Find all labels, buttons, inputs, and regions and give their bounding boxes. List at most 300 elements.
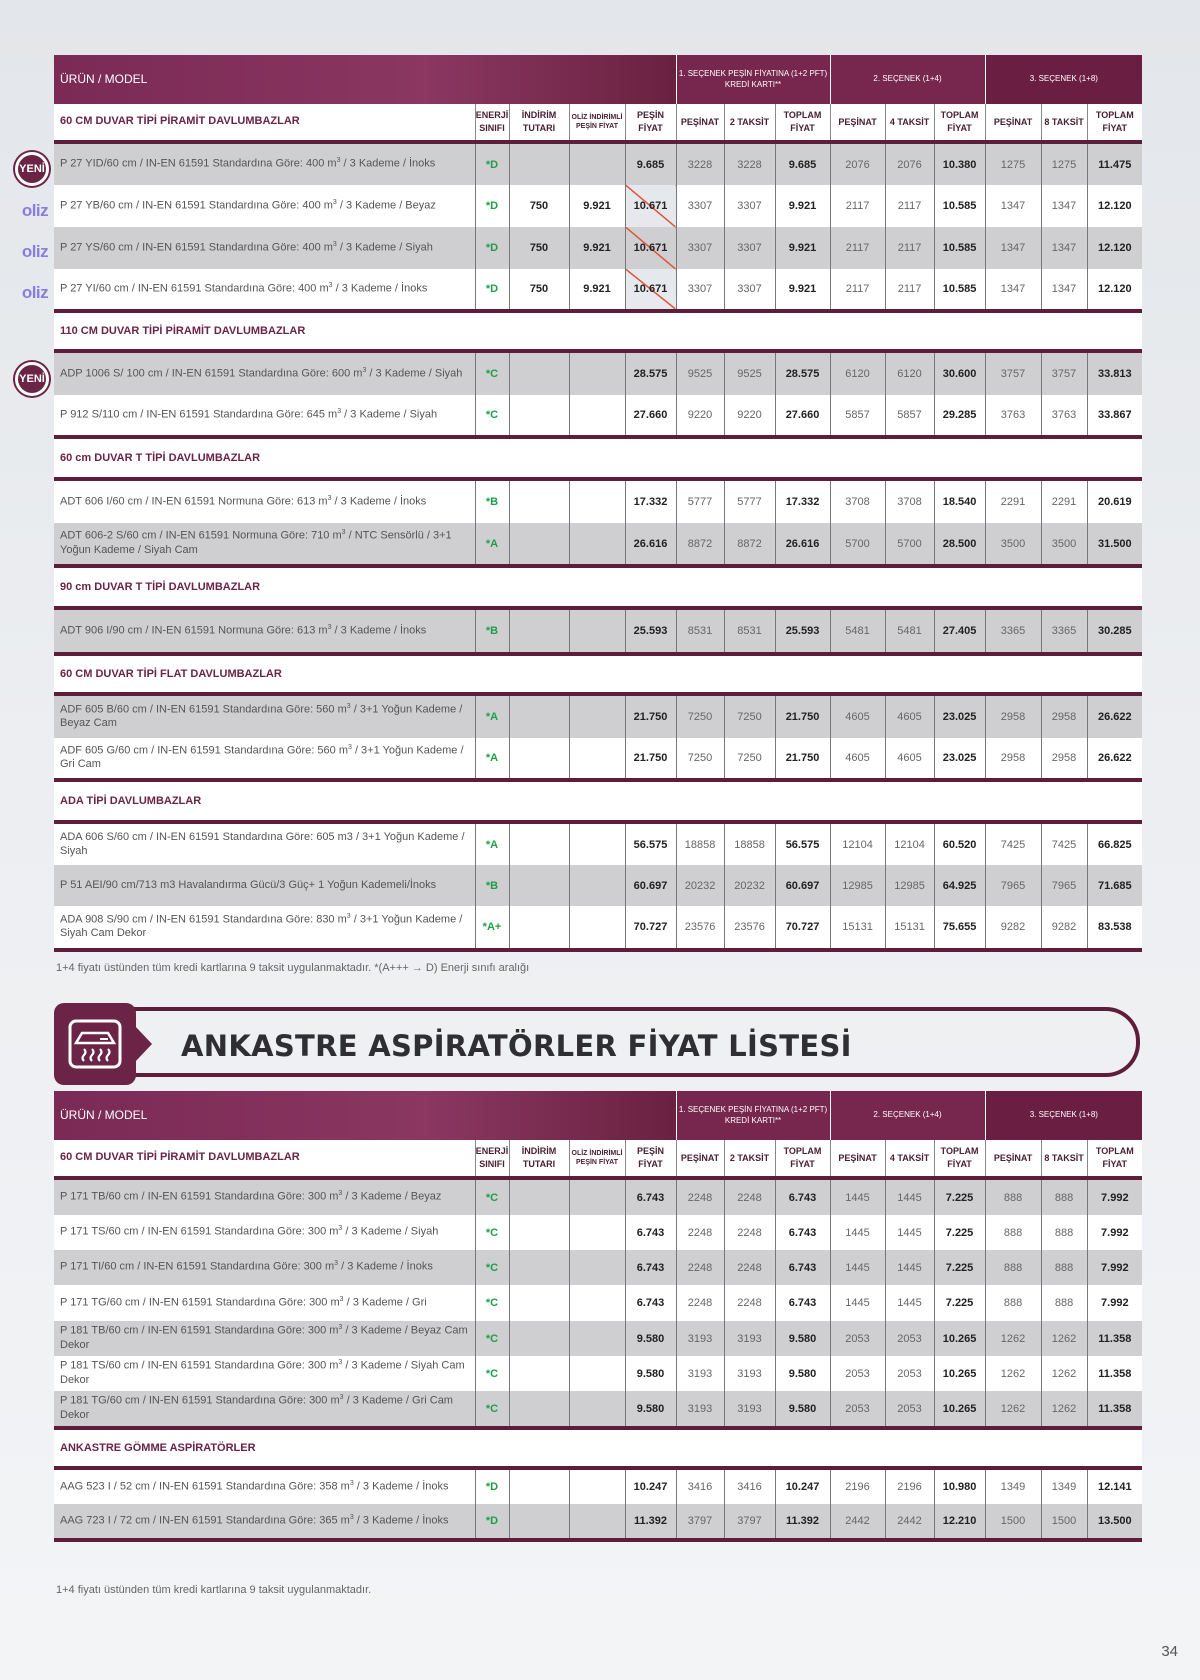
downpayment-opt1: 3193 bbox=[676, 1356, 724, 1391]
product-name: ADA 908 S/90 cm / IN-EN 61591 Standardına Göre: 830 $m^3 / 3+1$ Yoğun Kademe / Siyah Cam Dekor bbox=[54, 906, 475, 950]
downpayment-opt3: 1500 bbox=[985, 1504, 1041, 1540]
installment-opt3: 9282 bbox=[1041, 906, 1087, 950]
model-header: ÜRÜN / MODEL bbox=[54, 1091, 676, 1140]
installment-opt2: 2053 bbox=[885, 1391, 934, 1428]
oliz-price bbox=[569, 523, 625, 566]
downpayment-opt2: 5481 bbox=[830, 608, 885, 654]
downpayment-opt3: 1262 bbox=[985, 1356, 1041, 1391]
installment-opt2: 1445 bbox=[885, 1215, 934, 1250]
oliz-price bbox=[569, 1468, 625, 1504]
energy-class: *C bbox=[475, 351, 509, 395]
discount-amount bbox=[509, 1504, 569, 1540]
table-row bbox=[54, 1250, 1142, 1285]
downpayment-opt1: 8872 bbox=[676, 523, 724, 566]
energy-class: *C bbox=[475, 395, 509, 437]
downpayment-opt3: 2291 bbox=[985, 479, 1041, 523]
cash-price: 25.593 bbox=[625, 608, 676, 654]
cash-price: 6.743 bbox=[625, 1285, 676, 1321]
table-row bbox=[54, 227, 1142, 269]
total-opt2: 27.405 bbox=[934, 608, 985, 654]
total-opt2: 30.600 bbox=[934, 351, 985, 395]
option1-header: 1. SEÇENEK PEŞİN FİYATINA (1+2 PFT) KREDİ KARTI** bbox=[676, 55, 830, 104]
installment-opt3: 7425 bbox=[1041, 822, 1087, 865]
downpayment-header: PEŞİNAT bbox=[830, 104, 885, 142]
installment-opt3: 888 bbox=[1041, 1178, 1087, 1215]
energy-class-header: ENERJİ SINIFI bbox=[475, 104, 509, 142]
downpayment-opt2: 2053 bbox=[830, 1356, 885, 1391]
total-opt1: 9.921 bbox=[775, 227, 830, 269]
installment-opt3: 2958 bbox=[1041, 694, 1087, 738]
downpayment-opt3: 1347 bbox=[985, 227, 1041, 269]
discount-amount bbox=[509, 608, 569, 654]
installment-opt2: 12104 bbox=[885, 822, 934, 865]
section-title: 60 cm DUVAR T TİPİ DAVLUMBAZLAR bbox=[54, 437, 1142, 479]
total-opt2: 60.520 bbox=[934, 822, 985, 865]
installment-opt2: 2117 bbox=[885, 269, 934, 311]
total-opt1: 56.575 bbox=[775, 822, 830, 865]
downpayment-opt2: 2053 bbox=[830, 1321, 885, 1356]
product-name: P 51 AEI/90 cm/713 m3 Havalandırma Gücü/3 Güç+ 1 Yoğun Kademeli/İnoks bbox=[54, 865, 475, 906]
discount-header: İNDİRİM TUTARI bbox=[509, 1140, 569, 1178]
total-opt3: 26.622 bbox=[1087, 738, 1142, 780]
energy-class: *C bbox=[475, 1321, 509, 1356]
energy-class: *C bbox=[475, 1356, 509, 1391]
downpayment-opt3: 2958 bbox=[985, 738, 1041, 780]
total-opt3: 12.120 bbox=[1087, 185, 1142, 227]
total-opt3: 7.992 bbox=[1087, 1215, 1142, 1250]
product-name: ADP 1006 S/ 100 cm / IN-EN 61591 Standardına Göre: 600 $m^3 / 3$ Kademe / Siyah bbox=[54, 351, 475, 395]
discount-amount bbox=[509, 523, 569, 566]
installment-opt2: 1445 bbox=[885, 1250, 934, 1285]
cash-price: 10.247 bbox=[625, 1468, 676, 1504]
downpayment-opt2: 6120 bbox=[830, 351, 885, 395]
downpayment-opt3: 3763 bbox=[985, 395, 1041, 437]
total-opt1: 70.727 bbox=[775, 906, 830, 950]
installment-header: 4 TAKSİT bbox=[885, 1140, 934, 1178]
total-price-header: TOPLAM FİYAT bbox=[1087, 104, 1142, 142]
oliz-price bbox=[569, 608, 625, 654]
installment-opt1: 2248 bbox=[724, 1178, 775, 1215]
downpayment-opt3: 3757 bbox=[985, 351, 1041, 395]
installment-opt3: 1349 bbox=[1041, 1468, 1087, 1504]
installment-opt3: 1262 bbox=[1041, 1356, 1087, 1391]
option2-header: 2. SEÇENEK (1+4) bbox=[830, 1091, 985, 1140]
total-opt3: 66.825 bbox=[1087, 822, 1142, 865]
installment-opt3: 3763 bbox=[1041, 395, 1087, 437]
total-opt3: 12.141 bbox=[1087, 1468, 1142, 1504]
downpayment-opt2: 2117 bbox=[830, 185, 885, 227]
cash-price: 9.580 bbox=[625, 1356, 676, 1391]
installment-opt1: 2248 bbox=[724, 1285, 775, 1321]
discount-amount bbox=[509, 1215, 569, 1250]
installment-opt2: 3708 bbox=[885, 479, 934, 523]
energy-class: *D bbox=[475, 1468, 509, 1504]
product-name: AAG 523 I / 52 cm / IN-EN 61591 Standardına Göre: 358 $m^3 / 3$ Kademe / İnoks bbox=[54, 1468, 475, 1504]
total-opt1: 21.750 bbox=[775, 738, 830, 780]
installment-opt3: 2958 bbox=[1041, 738, 1087, 780]
cash-price: 27.660 bbox=[625, 395, 676, 437]
table-row bbox=[54, 1504, 1142, 1540]
section-title: ANKASTRE GÖMME ASPİRATÖRLER bbox=[54, 1428, 1142, 1468]
energy-class: *A bbox=[475, 523, 509, 566]
product-name: ADF 605 B/60 cm / IN-EN 61591 Standardına Göre: 560 $m^3 / 3+1$ Yoğun Kademe / Beyaz Cam bbox=[54, 694, 475, 738]
table-row bbox=[54, 479, 1142, 523]
downpayment-header: PEŞİNAT bbox=[985, 104, 1041, 142]
cash-price: 26.616 bbox=[625, 523, 676, 566]
energy-class: *C bbox=[475, 1215, 509, 1250]
total-opt2: 28.500 bbox=[934, 523, 985, 566]
product-name: ADT 906 I/90 cm / IN-EN 61591 Normuna Göre: 613 $m^3 / 3$ Kademe / İnoks bbox=[54, 608, 475, 654]
product-name: P 171 TS/60 cm / IN-EN 61591 Standardına Göre: 300 $m^3 / 3$ Kademe / Siyah bbox=[54, 1215, 475, 1250]
total-price-header: TOPLAM FİYAT bbox=[775, 1140, 830, 1178]
total-opt1: 25.593 bbox=[775, 608, 830, 654]
section-banner bbox=[54, 1003, 1146, 1085]
oliz-price bbox=[569, 395, 625, 437]
installment-opt2: 5857 bbox=[885, 395, 934, 437]
downpayment-opt3: 1349 bbox=[985, 1468, 1041, 1504]
discount-amount bbox=[509, 865, 569, 906]
product-name: P 171 TI/60 cm / IN-EN 61591 Standardına Göre: 300 $m^3 / 3$ Kademe / İnoks bbox=[54, 1250, 475, 1285]
total-opt1: 27.660 bbox=[775, 395, 830, 437]
cash-price: 9.685 bbox=[625, 142, 676, 185]
total-opt3: 26.622 bbox=[1087, 694, 1142, 738]
oliz-price bbox=[569, 822, 625, 865]
installment-opt1: 5777 bbox=[724, 479, 775, 523]
installment-opt1: 3797 bbox=[724, 1504, 775, 1540]
cash-price: 6.743 bbox=[625, 1250, 676, 1285]
discount-amount bbox=[509, 1321, 569, 1356]
installment-opt2: 4605 bbox=[885, 738, 934, 780]
installment-header: 2 TAKSİT bbox=[724, 1140, 775, 1178]
discount-amount bbox=[509, 351, 569, 395]
section-row bbox=[54, 311, 1142, 351]
cash-price: 28.575 bbox=[625, 351, 676, 395]
discount-amount bbox=[509, 395, 569, 437]
installment-opt2: 5481 bbox=[885, 608, 934, 654]
downpayment-header: PEŞİNAT bbox=[676, 104, 724, 142]
product-name: P 27 YID/60 cm / IN-EN 61591 Standardına Göre: 400 $m^3 / 3$ Kademe / İnoks bbox=[54, 142, 475, 185]
table-row bbox=[54, 269, 1142, 311]
discount-header: İNDİRİM TUTARI bbox=[509, 104, 569, 142]
table-row bbox=[54, 142, 1142, 185]
downpayment-opt3: 888 bbox=[985, 1178, 1041, 1215]
total-opt3: 11.358 bbox=[1087, 1321, 1142, 1356]
downpayment-opt1: 9220 bbox=[676, 395, 724, 437]
installment-opt2: 6120 bbox=[885, 351, 934, 395]
product-name: P 27 YB/60 cm / IN-EN 61591 Standardına Göre: 400 $m^3 / 3$ Kademe / Beyaz bbox=[54, 185, 475, 227]
table-row bbox=[54, 1215, 1142, 1250]
oliz-price bbox=[569, 738, 625, 780]
installment-opt3: 888 bbox=[1041, 1250, 1087, 1285]
installment-opt1: 9220 bbox=[724, 395, 775, 437]
installment-opt1: 2248 bbox=[724, 1250, 775, 1285]
installment-opt3: 7965 bbox=[1041, 865, 1087, 906]
downpayment-opt3: 1347 bbox=[985, 269, 1041, 311]
downpayment-opt2: 1445 bbox=[830, 1250, 885, 1285]
discount-amount bbox=[509, 1250, 569, 1285]
downpayment-opt3: 9282 bbox=[985, 906, 1041, 950]
total-opt2: 7.225 bbox=[934, 1285, 985, 1321]
cash-price: 10.671 bbox=[625, 185, 676, 227]
energy-class: *B bbox=[475, 865, 509, 906]
downpayment-opt3: 2958 bbox=[985, 694, 1041, 738]
downpayment-opt1: 3416 bbox=[676, 1468, 724, 1504]
table-row bbox=[54, 1391, 1142, 1428]
total-opt1: 9.580 bbox=[775, 1391, 830, 1428]
downpayment-opt2: 4605 bbox=[830, 738, 885, 780]
installment-opt3: 2291 bbox=[1041, 479, 1087, 523]
product-name: P 171 TG/60 cm / IN-EN 61591 Standardına Göre: 300 $m^3 / 3$ Kademe / Gri bbox=[54, 1285, 475, 1321]
total-opt3: 11.358 bbox=[1087, 1391, 1142, 1428]
installment-opt3: 1262 bbox=[1041, 1321, 1087, 1356]
downpayment-opt1: 2248 bbox=[676, 1250, 724, 1285]
oliz-price bbox=[569, 1178, 625, 1215]
downpayment-opt3: 1262 bbox=[985, 1321, 1041, 1356]
installment-opt2: 2053 bbox=[885, 1321, 934, 1356]
oliz-logo: oliz bbox=[21, 283, 49, 302]
installment-opt2: 12985 bbox=[885, 865, 934, 906]
installment-opt2: 1445 bbox=[885, 1178, 934, 1215]
total-opt2: 12.210 bbox=[934, 1504, 985, 1540]
energy-class: *D bbox=[475, 269, 509, 311]
section-title: 110 CM DUVAR TİPİ PİRAMİT DAVLUMBAZLAR bbox=[54, 311, 1142, 351]
downpayment-opt2: 1445 bbox=[830, 1178, 885, 1215]
total-opt2: 7.225 bbox=[934, 1215, 985, 1250]
discount-amount bbox=[509, 822, 569, 865]
energy-class: *B bbox=[475, 479, 509, 523]
total-opt1: 6.743 bbox=[775, 1285, 830, 1321]
total-opt1: 9.580 bbox=[775, 1356, 830, 1391]
oliz-price bbox=[569, 479, 625, 523]
installment-opt1: 7250 bbox=[724, 694, 775, 738]
energy-class: *D bbox=[475, 227, 509, 269]
energy-class: *B bbox=[475, 608, 509, 654]
cash-price: 11.392 bbox=[625, 1504, 676, 1540]
downpayment-header: PEŞİNAT bbox=[830, 1140, 885, 1178]
downpayment-opt2: 2196 bbox=[830, 1468, 885, 1504]
cash-price: 9.580 bbox=[625, 1321, 676, 1356]
oliz-price bbox=[569, 1391, 625, 1428]
installment-opt2: 4605 bbox=[885, 694, 934, 738]
cash-price: 9.580 bbox=[625, 1391, 676, 1428]
total-opt1: 9.580 bbox=[775, 1321, 830, 1356]
total-opt1: 60.697 bbox=[775, 865, 830, 906]
downpayment-opt2: 2117 bbox=[830, 227, 885, 269]
total-opt1: 10.247 bbox=[775, 1468, 830, 1504]
discount-amount: 750 bbox=[509, 269, 569, 311]
total-opt1: 6.743 bbox=[775, 1250, 830, 1285]
option1-header: 1. SEÇENEK PEŞİN FİYATINA (1+2 PFT) KREDİ KARTI** bbox=[676, 1091, 830, 1140]
installment-opt3: 3365 bbox=[1041, 608, 1087, 654]
discount-amount: 750 bbox=[509, 185, 569, 227]
section-row bbox=[54, 566, 1142, 608]
downpayment-opt1: 18858 bbox=[676, 822, 724, 865]
oliz-price-header: OLİZ İNDİRİMLİ PEŞİN FİYAT bbox=[569, 1140, 625, 1178]
discount-amount bbox=[509, 142, 569, 185]
installment-opt3: 3500 bbox=[1041, 523, 1087, 566]
energy-class: *C bbox=[475, 1250, 509, 1285]
downpayment-opt1: 5777 bbox=[676, 479, 724, 523]
oliz-price bbox=[569, 865, 625, 906]
installment-opt1: 3307 bbox=[724, 269, 775, 311]
total-opt3: 33.867 bbox=[1087, 395, 1142, 437]
total-opt3: 31.500 bbox=[1087, 523, 1142, 566]
downpayment-opt1: 2248 bbox=[676, 1215, 724, 1250]
total-opt2: 10.980 bbox=[934, 1468, 985, 1504]
total-opt3: 7.992 bbox=[1087, 1250, 1142, 1285]
energy-class: *C bbox=[475, 1178, 509, 1215]
option2-header: 2. SEÇENEK (1+4) bbox=[830, 55, 985, 104]
installment-opt2: 2442 bbox=[885, 1504, 934, 1540]
section-row bbox=[54, 654, 1142, 694]
oliz-price bbox=[569, 142, 625, 185]
downpayment-opt3: 3365 bbox=[985, 608, 1041, 654]
table-row bbox=[54, 865, 1142, 906]
installment-opt2: 15131 bbox=[885, 906, 934, 950]
oliz-logo: oliz bbox=[21, 242, 49, 261]
discount-amount bbox=[509, 1356, 569, 1391]
total-opt2: 7.225 bbox=[934, 1178, 985, 1215]
total-opt3: 33.813 bbox=[1087, 351, 1142, 395]
product-name: ADT 606 I/60 cm / IN-EN 61591 Normuna Göre: 613 $m^3 / 3$ Kademe / İnoks bbox=[54, 479, 475, 523]
downpayment-opt1: 3307 bbox=[676, 269, 724, 311]
page-title: ANKASTRE ASPİRATÖRLER FİYAT LİSTESİ bbox=[181, 1029, 852, 1063]
downpayment-opt1: 2248 bbox=[676, 1285, 724, 1321]
total-opt3: 12.120 bbox=[1087, 269, 1142, 311]
oliz-logo: oliz bbox=[21, 201, 49, 220]
downpayment-opt2: 3708 bbox=[830, 479, 885, 523]
energy-class: *D bbox=[475, 185, 509, 227]
installment-opt1: 2248 bbox=[724, 1215, 775, 1250]
product-name: AAG 723 I / 72 cm / IN-EN 61591 Standardına Göre: 365 $m^3 / 3$ Kademe / İnoks bbox=[54, 1504, 475, 1540]
discount-amount bbox=[509, 906, 569, 950]
oliz-price: 9.921 bbox=[569, 227, 625, 269]
total-opt3: 20.619 bbox=[1087, 479, 1142, 523]
downpayment-opt2: 1445 bbox=[830, 1215, 885, 1250]
total-opt1: 9.921 bbox=[775, 269, 830, 311]
installment-opt3: 1347 bbox=[1041, 227, 1087, 269]
section-title: 60 CM DUVAR TİPİ FLAT DAVLUMBAZLAR bbox=[54, 654, 1142, 694]
installment-opt3: 3757 bbox=[1041, 351, 1087, 395]
downpayment-opt2: 4605 bbox=[830, 694, 885, 738]
total-opt3: 7.992 bbox=[1087, 1285, 1142, 1321]
table-row bbox=[54, 1468, 1142, 1504]
downpayment-opt1: 7250 bbox=[676, 694, 724, 738]
installment-opt3: 1347 bbox=[1041, 269, 1087, 311]
installment-opt1: 3307 bbox=[724, 185, 775, 227]
downpayment-opt3: 3500 bbox=[985, 523, 1041, 566]
total-opt2: 10.585 bbox=[934, 185, 985, 227]
installment-opt2: 1445 bbox=[885, 1285, 934, 1321]
installment-opt2: 2117 bbox=[885, 185, 934, 227]
section-title: ADA TİPİ DAVLUMBAZLAR bbox=[54, 780, 1142, 822]
installment-opt2: 2117 bbox=[885, 227, 934, 269]
oliz-price bbox=[569, 1285, 625, 1321]
option3-header: 3. SEÇENEK (1+8) bbox=[985, 55, 1142, 104]
installment-opt1: 3228 bbox=[724, 142, 775, 185]
installment-opt1: 3193 bbox=[724, 1356, 775, 1391]
product-name: P 171 TB/60 cm / IN-EN 61591 Standardına Göre: 300 $m^3 / 3$ Kademe / Beyaz bbox=[54, 1178, 475, 1215]
table-row bbox=[54, 822, 1142, 865]
installment-opt3: 1262 bbox=[1041, 1391, 1087, 1428]
installment-opt1: 3193 bbox=[724, 1391, 775, 1428]
new-badge: YENİ bbox=[15, 152, 49, 186]
total-opt1: 28.575 bbox=[775, 351, 830, 395]
total-opt3: 71.685 bbox=[1087, 865, 1142, 906]
cash-price: 6.743 bbox=[625, 1178, 676, 1215]
cash-price: 70.727 bbox=[625, 906, 676, 950]
table-row bbox=[54, 523, 1142, 566]
total-opt3: 12.120 bbox=[1087, 227, 1142, 269]
installment-opt1: 3193 bbox=[724, 1321, 775, 1356]
table-row bbox=[54, 1178, 1142, 1215]
total-opt3: 83.538 bbox=[1087, 906, 1142, 950]
oliz-price-header: OLİZ İNDİRİMLİ PEŞİN FİYAT bbox=[569, 104, 625, 142]
total-opt2: 7.225 bbox=[934, 1250, 985, 1285]
cash-price-header: PEŞİN FİYAT bbox=[625, 1140, 676, 1178]
installment-opt2: 2196 bbox=[885, 1468, 934, 1504]
total-opt2: 23.025 bbox=[934, 738, 985, 780]
total-opt2: 64.925 bbox=[934, 865, 985, 906]
oliz-price bbox=[569, 1250, 625, 1285]
downpayment-opt2: 12104 bbox=[830, 822, 885, 865]
installment-header: 8 TAKSİT bbox=[1041, 1140, 1087, 1178]
installment-opt3: 1500 bbox=[1041, 1504, 1087, 1540]
discount-amount bbox=[509, 1391, 569, 1428]
product-name: P 27 YI/60 cm / IN-EN 61591 Standardına Göre: 400 $m^3 / 3$ Kademe / İnoks bbox=[54, 269, 475, 311]
cash-price: 10.671 bbox=[625, 269, 676, 311]
table-row bbox=[54, 351, 1142, 395]
total-opt1: 26.616 bbox=[775, 523, 830, 566]
oliz-price bbox=[569, 1504, 625, 1540]
total-opt2: 18.540 bbox=[934, 479, 985, 523]
downpayment-opt1: 8531 bbox=[676, 608, 724, 654]
table-row bbox=[54, 1285, 1142, 1321]
energy-class: *A bbox=[475, 822, 509, 865]
total-opt1: 11.392 bbox=[775, 1504, 830, 1540]
energy-class: *A+ bbox=[475, 906, 509, 950]
installment-opt1: 9525 bbox=[724, 351, 775, 395]
energy-class: *A bbox=[475, 738, 509, 780]
oliz-price: 9.921 bbox=[569, 185, 625, 227]
section-row bbox=[54, 437, 1142, 479]
table-row bbox=[54, 395, 1142, 437]
installment-header: 4 TAKSİT bbox=[885, 104, 934, 142]
total-opt1: 6.743 bbox=[775, 1215, 830, 1250]
discount-amount bbox=[509, 1285, 569, 1321]
table-row bbox=[54, 1321, 1142, 1356]
downpayment-header: PEŞİNAT bbox=[985, 1140, 1041, 1178]
energy-class: *C bbox=[475, 1391, 509, 1428]
product-name: ADF 605 G/60 cm / IN-EN 61591 Standardına Göre: 560 $m^3 / 3+1$ Yoğun Kademe / Gri Cam bbox=[54, 738, 475, 780]
section-title: 60 CM DUVAR TİPİ PİRAMİT DAVLUMBAZLAR bbox=[54, 104, 475, 142]
product-name: ADT 606-2 S/60 cm / IN-EN 61591 Normuna Göre: 710 $m^3$ / NTC Sensörlü / 3+1 Yoğun Kademe / Siyah Cam bbox=[54, 523, 475, 566]
cash-price-header: PEŞİN FİYAT bbox=[625, 104, 676, 142]
downpayment-header: PEŞİNAT bbox=[676, 1140, 724, 1178]
total-opt2: 29.285 bbox=[934, 395, 985, 437]
installment-opt3: 888 bbox=[1041, 1215, 1087, 1250]
installment-opt1: 3416 bbox=[724, 1468, 775, 1504]
installment-opt2: 5700 bbox=[885, 523, 934, 566]
table-row bbox=[54, 694, 1142, 738]
discount-amount: 750 bbox=[509, 227, 569, 269]
total-opt1: 21.750 bbox=[775, 694, 830, 738]
total-opt3: 13.500 bbox=[1087, 1504, 1142, 1540]
product-name: ADA 606 S/60 cm / IN-EN 61591 Standardına Göre: 605 m3 / 3+1 Yoğun Kademe / Siyah bbox=[54, 822, 475, 865]
downpayment-opt1: 9525 bbox=[676, 351, 724, 395]
oliz-price bbox=[569, 694, 625, 738]
total-opt2: 10.265 bbox=[934, 1356, 985, 1391]
